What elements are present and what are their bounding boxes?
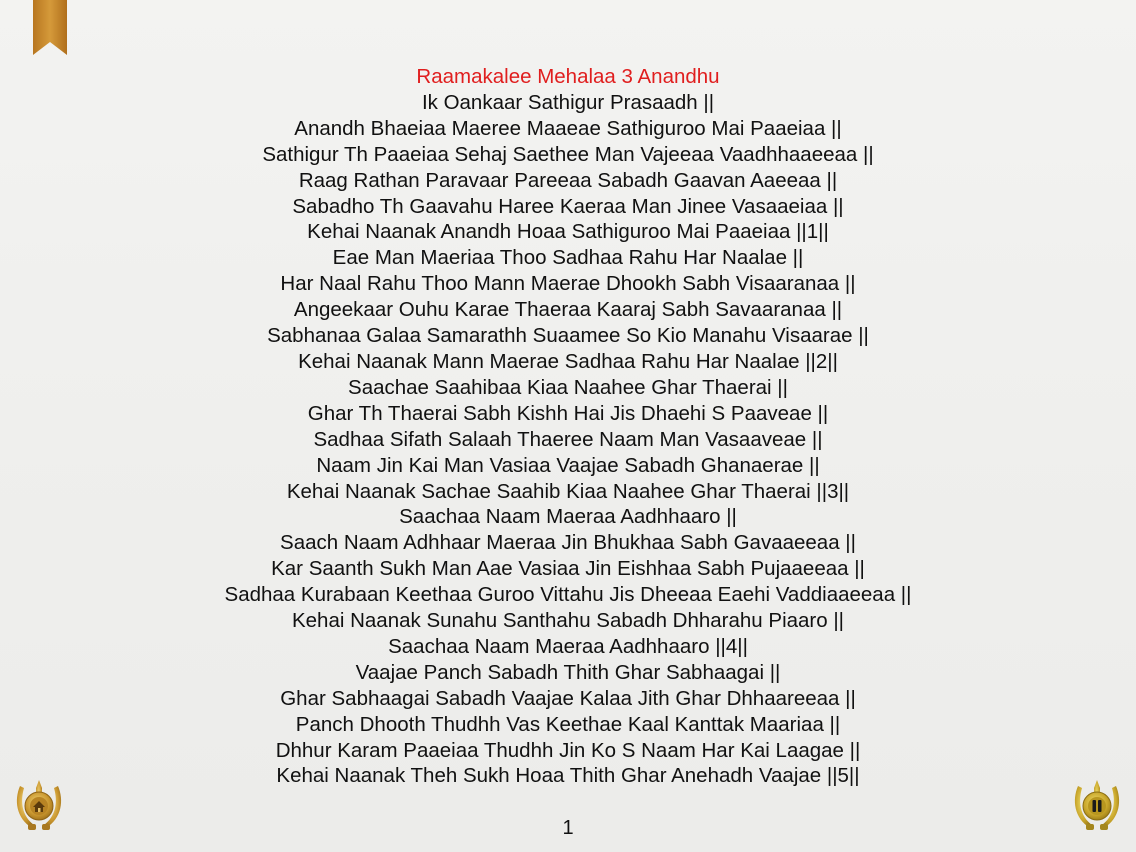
verse-line: Har Naal Rahu Thoo Mann Maerae Dhookh Sabh Visaaranaa || [280, 272, 856, 296]
verse-line: Saach Naam Adhhaar Maeraa Jin Bhukhaa Sabh Gavaaeeaa || [280, 531, 856, 555]
verse-line: Sabhanaa Galaa Samarathh Suaamee So Kio Manahu Visaarae || [267, 324, 869, 348]
verse-line: Sadhaa Sifath Salaah Thaeree Naam Man Vasaaveae || [313, 427, 823, 451]
verse-line: Vaajae Panch Sabadh Thith Ghar Sabhaagai || [355, 660, 781, 684]
verse-line: Saachaa Naam Maeraa Aadhhaaro || [399, 505, 737, 529]
verse-line: Saachae Saahibaa Kiaa Naahee Ghar Thaerai || [348, 375, 788, 399]
home-button[interactable] [12, 778, 66, 834]
bookmark-icon[interactable] [33, 0, 67, 55]
verse-line: Eae Man Maeriaa Thoo Sadhaa Rahu Har Naalae || [332, 246, 804, 270]
verse-line: Ik Oankaar Sathigur Prasaadh || [421, 90, 715, 114]
verse-line: Sadhaa Kurabaan Keethaa Guroo Vittahu Jis Dheeaa Eaehi Vaddiaaeeaa || [224, 583, 912, 607]
verse-line: Anandh Bhaeiaa Maeree Maaeae Sathiguroo Mai Paaeiaa || [294, 116, 842, 140]
khanda-pause-icon [1070, 778, 1124, 834]
verse-line: Ghar Th Thaerai Sabh Kishh Hai Jis Dhaehi S Paaveae || [307, 401, 829, 425]
verse-line: Ghar Sabhaagai Sabadh Vaajae Kalaa Jith Ghar Dhhaareeaa || [280, 686, 856, 710]
verse-line: Kehai Naanak Sunahu Santhahu Sabadh Dhharahu Piaaro || [291, 609, 845, 633]
khanda-home-icon [12, 778, 66, 834]
pause-button[interactable] [1070, 778, 1124, 834]
verse-line: Kar Saanth Sukh Man Aae Vasiaa Jin Eishhaa Sabh Pujaaeeaa || [271, 557, 865, 581]
verse-line: Naam Jin Kai Man Vasiaa Vaajae Sabadh Ghanaerae || [316, 453, 820, 477]
verse-line: Kehai Naanak Mann Maerae Sadhaa Rahu Har Naalae ||2|| [298, 349, 838, 373]
verse-line: Panch Dhooth Thudhh Vas Keethae Kaal Kanttak Maariaa || [295, 712, 841, 736]
verse-line: Kehai Naanak Anandh Hoaa Sathiguroo Mai Paaeiaa ||1|| [307, 220, 829, 244]
verse-line: Kehai Naanak Sachae Saahib Kiaa Naahee Ghar Thaerai ||3|| [286, 479, 850, 503]
verse-list [0, 90, 1136, 789]
verse-line: Sabadho Th Gaavahu Haree Kaeraa Man Jinee Vasaaeiaa || [292, 194, 844, 218]
verse-line: Raag Rathan Paravaar Pareeaa Sabadh Gaavan Aaeeaa || [298, 168, 838, 192]
verse-line: Dhhur Karam Paaeiaa Thudhh Jin Ko S Naam Har Kai Laagae || [275, 738, 861, 762]
verse-line: Angeekaar Ouhu Karae Thaeraa Kaaraj Sabh Savaaranaa || [293, 298, 843, 322]
shabad-title: Raamakalee Mehalaa 3 Anandhu [416, 65, 720, 88]
shabad-content [0, 64, 1136, 789]
verse-line: Saachaa Naam Maeraa Aadhhaaro ||4|| [388, 634, 748, 658]
verse-line: Sathigur Th Paaeiaa Sehaj Saethee Man Vajeeaa Vaadhhaaeeaa || [262, 142, 874, 166]
verse-line: Kehai Naanak Theh Sukh Hoaa Thith Ghar Anehadh Vaajae ||5|| [276, 764, 860, 788]
page-number: 1 [562, 817, 574, 839]
